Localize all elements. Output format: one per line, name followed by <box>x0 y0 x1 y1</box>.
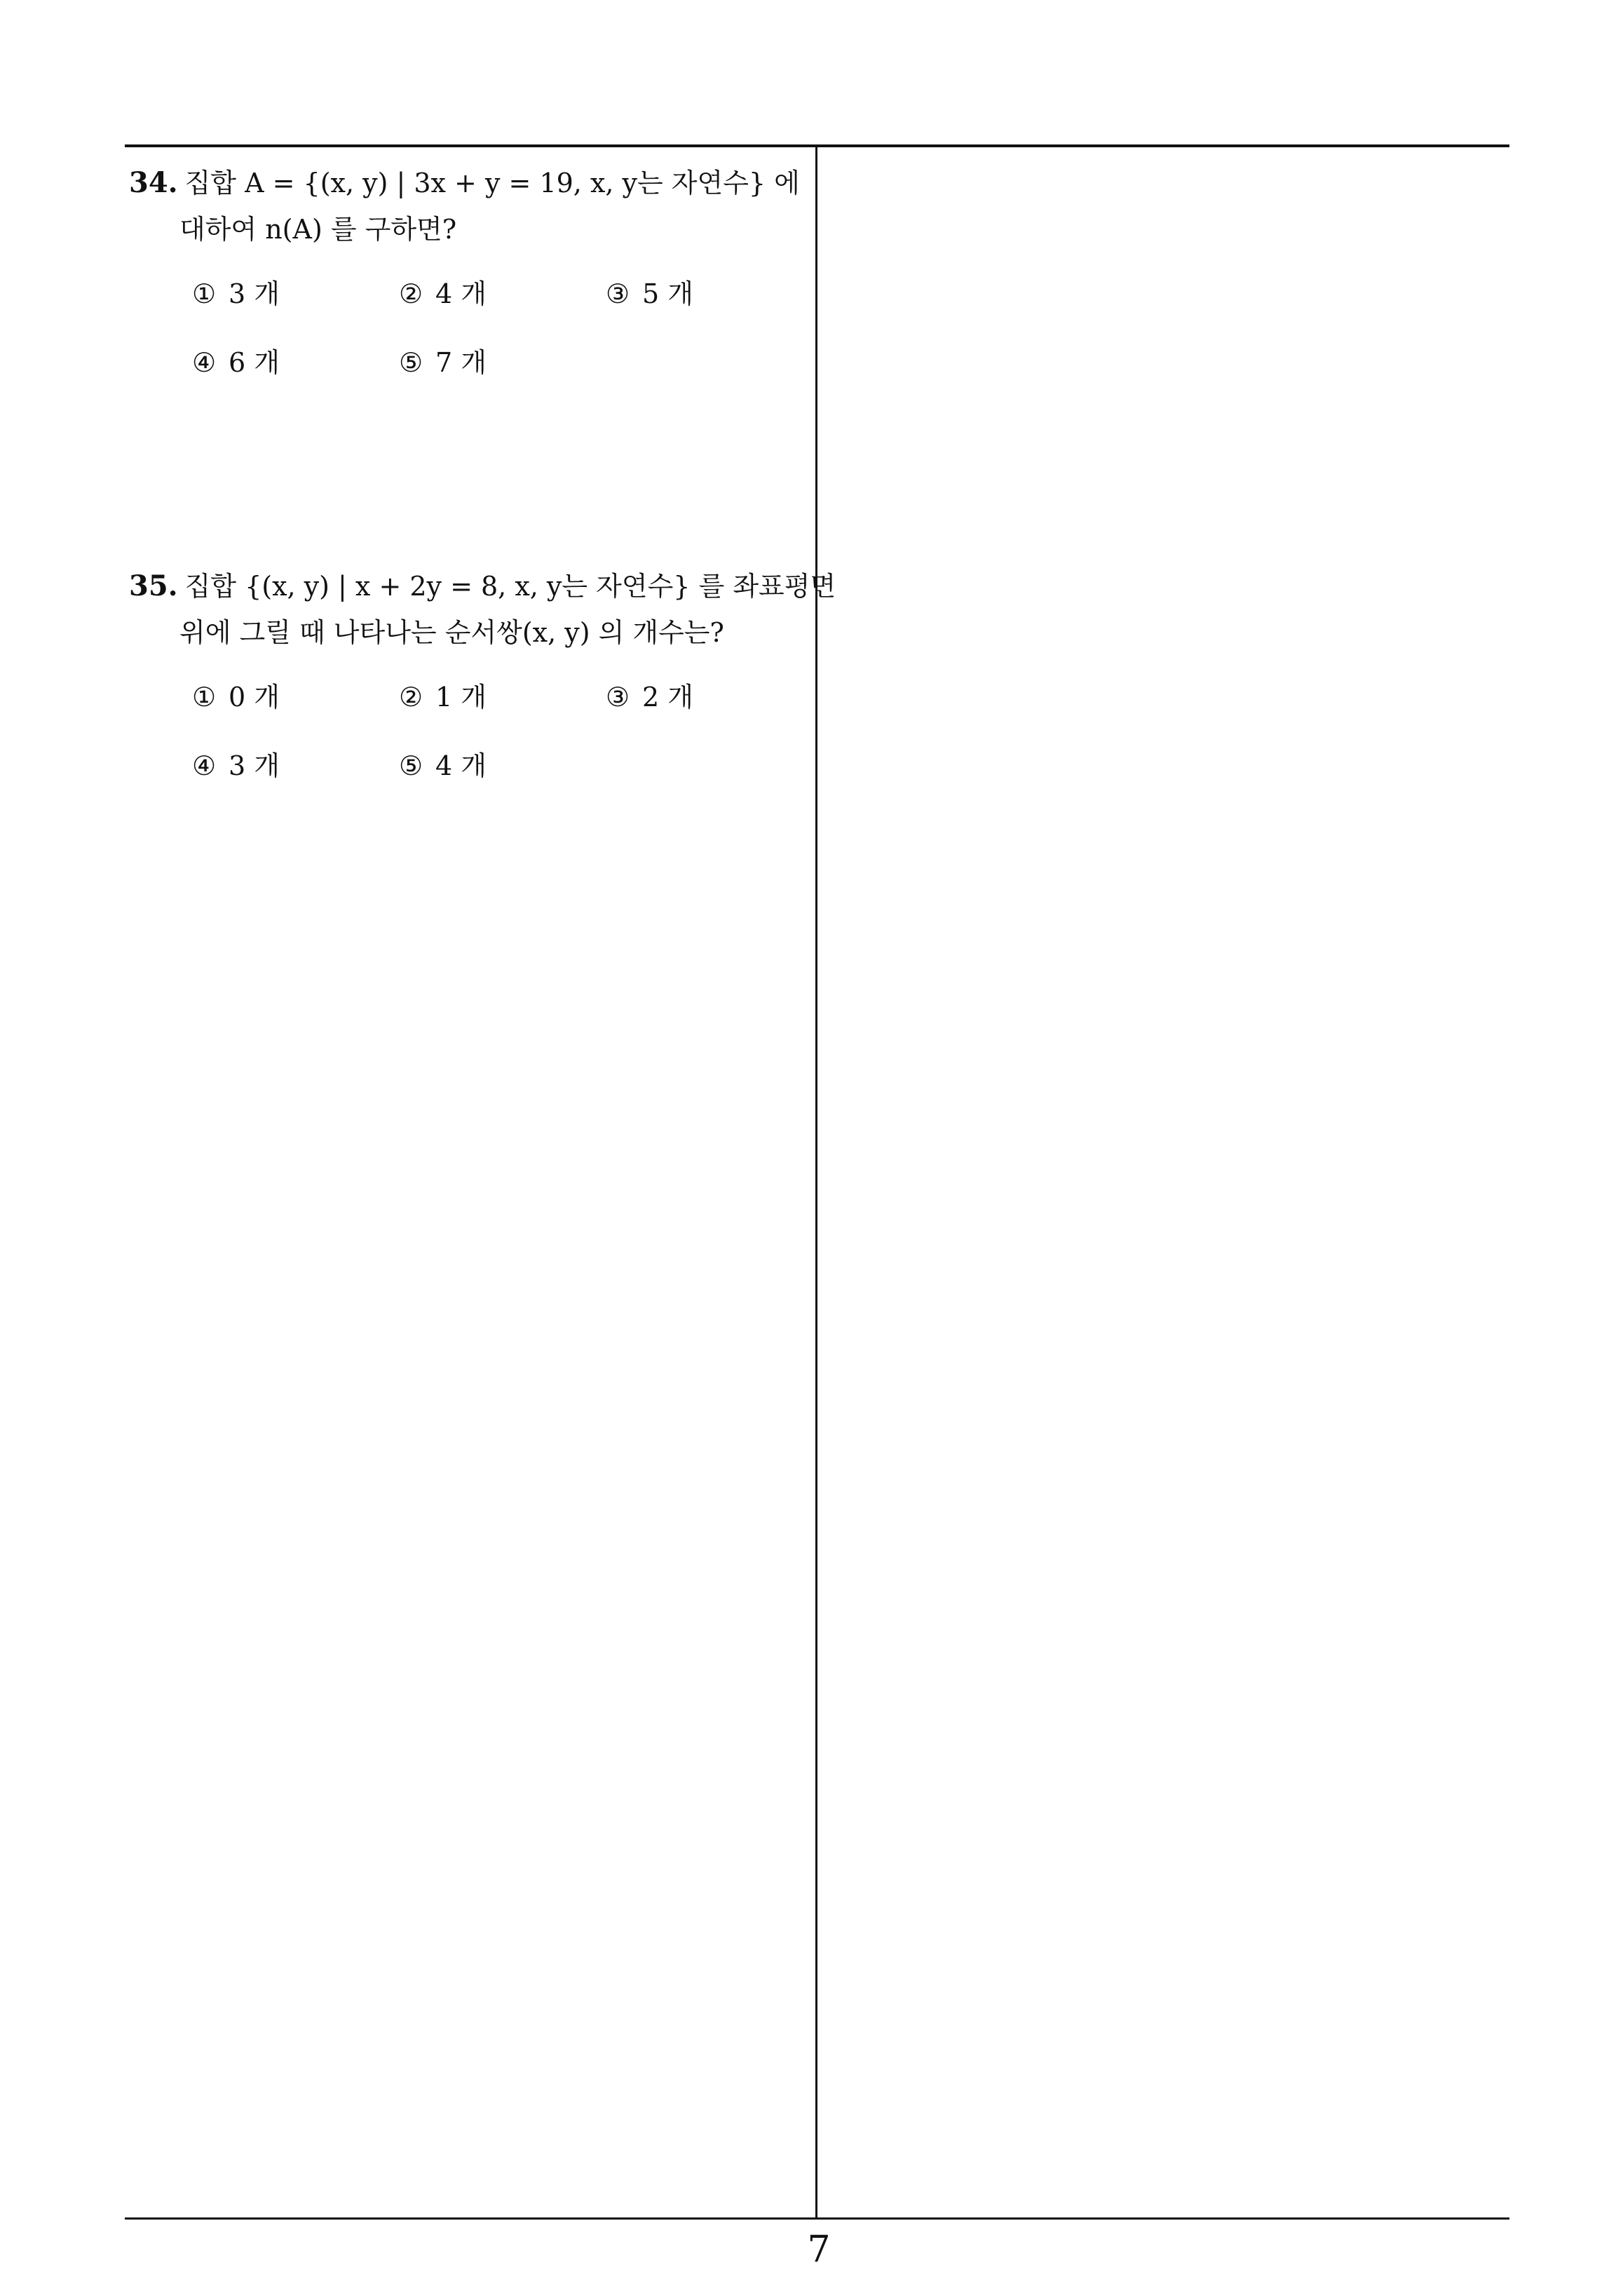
column-divider <box>815 144 817 2220</box>
choice-35-2[interactable] <box>399 680 487 715</box>
question-34-choices <box>129 276 806 410</box>
choice-35-3[interactable] <box>606 680 693 715</box>
choice-number-4: ④ <box>192 347 217 378</box>
choice-number-4: ④ <box>192 750 217 781</box>
choice-34-2[interactable] <box>399 276 487 311</box>
choice-number-1: ① <box>192 278 217 309</box>
choice-text: 0 개 <box>229 682 280 713</box>
choice-text: 3 개 <box>229 278 280 309</box>
choice-text: 2 개 <box>642 682 693 713</box>
question-34-number: 34. <box>129 166 178 199</box>
question-34-line-2: 대하여 n(A) 를 구하면? <box>179 214 457 245</box>
question-35-text-1: 집합 {(x, y) | x + 2y = 8, x, y는 자연수} 를 좌표평면 <box>184 571 836 602</box>
question-35-number: 35. <box>129 569 178 602</box>
question-34-text-1: 집합 A = {(x, y) | 3x + y = 19, x, y는 자연수} 에 <box>184 168 800 198</box>
choice-number-1: ① <box>192 682 217 713</box>
choice-number-3: ③ <box>606 682 630 713</box>
choice-text: 7 개 <box>435 347 487 378</box>
choice-34-1[interactable] <box>192 276 280 311</box>
choice-35-1[interactable] <box>192 680 280 715</box>
choice-text: 6 개 <box>229 347 280 378</box>
choice-text: 1 개 <box>435 682 487 713</box>
question-34 <box>129 160 806 410</box>
choice-number-2: ② <box>399 682 423 713</box>
choice-text: 3 개 <box>229 750 280 781</box>
choice-number-5: ⑤ <box>399 750 423 781</box>
question-35-line-2: 위에 그릴 때 나타나는 순서쌍(x, y) 의 개수는? <box>179 617 724 648</box>
choice-34-3[interactable] <box>606 276 693 311</box>
page-number: 7 <box>807 2229 831 2271</box>
choice-number-3: ③ <box>606 278 630 309</box>
bottom-rule <box>125 2217 1509 2220</box>
choice-35-4[interactable] <box>192 748 280 783</box>
question-35-line-1 <box>129 563 836 609</box>
choice-34-4[interactable] <box>192 345 280 380</box>
choice-34-5[interactable] <box>399 345 487 380</box>
choice-35-5[interactable] <box>399 748 487 783</box>
choice-text: 4 개 <box>435 750 487 781</box>
choice-text: 5 개 <box>642 278 693 309</box>
choice-number-5: ⑤ <box>399 347 423 378</box>
choice-text: 4 개 <box>435 278 487 309</box>
choice-number-2: ② <box>399 278 423 309</box>
question-35 <box>129 563 836 813</box>
question-35-choices <box>129 680 806 813</box>
question-34-line-1 <box>129 160 806 206</box>
